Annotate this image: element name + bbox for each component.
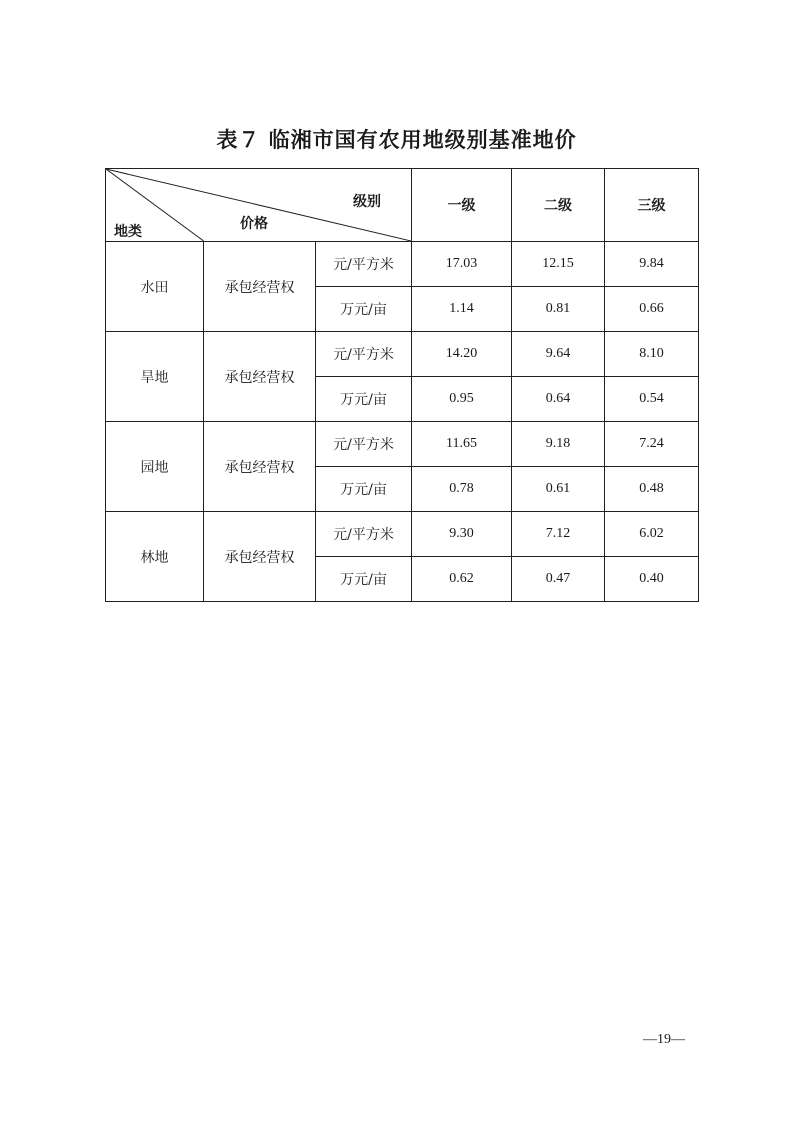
right-type-cell: 承包经营权 — [204, 332, 316, 422]
table-row — [106, 242, 699, 287]
table-header-row — [106, 169, 699, 242]
price-cell: 0.48 — [605, 467, 699, 512]
price-cell: 14.20 — [412, 332, 512, 377]
price-cell: 0.61 — [512, 467, 605, 512]
land-type-cell: 林地 — [106, 512, 204, 602]
right-type-cell: 承包经营权 — [204, 422, 316, 512]
right-type-cell: 承包经营权 — [204, 512, 316, 602]
unit-cell: 万元/亩 — [316, 377, 412, 422]
unit-cell: 元/平方米 — [316, 332, 412, 377]
land-type-cell: 水田 — [106, 242, 204, 332]
price-cell: 0.64 — [512, 377, 605, 422]
unit-cell: 元/平方米 — [316, 242, 412, 287]
price-axis-label: 价格 — [240, 216, 268, 232]
unit-cell: 元/平方米 — [316, 512, 412, 557]
price-cell: 7.12 — [512, 512, 605, 557]
price-cell: 0.95 — [412, 377, 512, 422]
price-cell: 1.14 — [412, 287, 512, 332]
unit-cell: 元/平方米 — [316, 422, 412, 467]
grade-axis-label: 级别 — [353, 194, 382, 210]
price-cell: 7.24 — [605, 422, 699, 467]
table-row — [106, 422, 699, 467]
price-cell: 8.10 — [605, 332, 699, 377]
price-cell: 12.15 — [512, 242, 605, 287]
price-cell: 0.40 — [605, 557, 699, 602]
price-cell: 9.30 — [412, 512, 512, 557]
price-cell: 0.66 — [605, 287, 699, 332]
price-cell: 17.03 — [412, 242, 512, 287]
price-cell: 9.64 — [512, 332, 605, 377]
land-type-cell: 旱地 — [106, 332, 204, 422]
diagonal-header-cell — [106, 169, 412, 242]
land-price-table — [105, 168, 699, 602]
price-cell: 9.84 — [605, 242, 699, 287]
price-cell: 9.18 — [512, 422, 605, 467]
price-cell: 0.81 — [512, 287, 605, 332]
table-row — [106, 512, 699, 557]
table-row — [106, 332, 699, 377]
page-title: 表７ 临湘市国有农用地级别基准地价 — [216, 127, 577, 152]
land-type-cell: 园地 — [106, 422, 204, 512]
price-cell: 0.54 — [605, 377, 699, 422]
price-cell: 6.02 — [605, 512, 699, 557]
grade-header-2: 二级 — [512, 169, 605, 242]
price-cell: 11.65 — [412, 422, 512, 467]
grade-header-1: 一级 — [412, 169, 512, 242]
grade-header-3: 三级 — [605, 169, 699, 242]
right-type-cell: 承包经营权 — [204, 242, 316, 332]
price-cell: 0.62 — [412, 557, 512, 602]
unit-cell: 万元/亩 — [316, 287, 412, 332]
unit-cell: 万元/亩 — [316, 557, 412, 602]
page-number: —19— — [643, 1032, 685, 1047]
price-cell: 0.47 — [512, 557, 605, 602]
unit-cell: 万元/亩 — [316, 467, 412, 512]
land-type-axis-label: 地类 — [114, 224, 142, 240]
price-cell: 0.78 — [412, 467, 512, 512]
